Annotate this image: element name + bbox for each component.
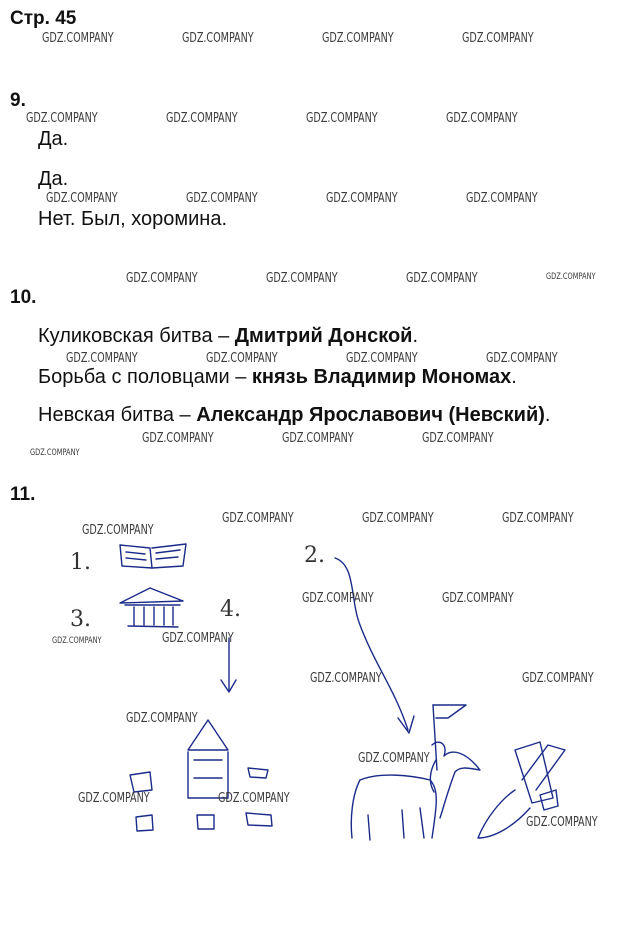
drawing-label-2: 2.	[304, 543, 325, 568]
watermark: GDZ.COMPANY	[526, 815, 598, 830]
watermark: GDZ.COMPANY	[358, 751, 430, 766]
watermark: GDZ.COMPANY	[522, 671, 594, 686]
watermark: GDZ.COMPANY	[126, 271, 198, 286]
watermark: GDZ.COMPANY	[46, 191, 118, 206]
watermark: GDZ.COMPANY	[218, 791, 290, 806]
task-10-answer-1: Куликовская битва – Дмитрий Донской.	[38, 325, 419, 347]
task-10-answer-2: Борьба с половцами – князь Владимир Мономах.	[38, 366, 517, 388]
watermark: GDZ.COMPANY	[266, 271, 338, 286]
watermark: GDZ.COMPANY	[422, 431, 494, 446]
drawing-label-4: 4.	[220, 597, 241, 622]
task-9-answer-3: Нет. Был, хоромина.	[38, 208, 228, 230]
watermark: GDZ.COMPANY	[166, 111, 238, 126]
book-icon	[120, 544, 186, 568]
watermark: GDZ.COMPANY	[206, 351, 278, 366]
task-9-number: 9.	[10, 90, 26, 111]
watermark: GDZ.COMPANY	[142, 431, 214, 446]
horseman-icon	[351, 705, 480, 840]
task-9-answer-1: Да.	[38, 128, 69, 150]
watermark: GDZ.COMPANY	[26, 111, 98, 126]
watermark: GDZ.COMPANY	[486, 351, 558, 366]
drawing-label-3: 3.	[70, 607, 91, 632]
watermark: GDZ.COMPANY	[186, 191, 258, 206]
arrow-4-icon	[221, 638, 236, 692]
watermark: GDZ.COMPANY	[362, 511, 434, 526]
watermark: GDZ.COMPANY	[446, 111, 518, 126]
page-title: Стр. 45	[10, 8, 77, 29]
watermark: GDZ.COMPANY	[162, 631, 234, 646]
watermark: GDZ.COMPANY	[546, 272, 596, 282]
drawing-label-1: 1.	[70, 550, 91, 575]
watermark: GDZ.COMPANY	[466, 191, 538, 206]
arrow-2-icon	[335, 558, 414, 733]
watermark: GDZ.COMPANY	[322, 31, 394, 46]
watermark: GDZ.COMPANY	[282, 431, 354, 446]
watermark: GDZ.COMPANY	[52, 636, 102, 646]
watermark: GDZ.COMPANY	[222, 511, 294, 526]
watermark: GDZ.COMPANY	[126, 711, 198, 726]
watermark: GDZ.COMPANY	[310, 671, 382, 686]
watermark: GDZ.COMPANY	[406, 271, 478, 286]
watermark: GDZ.COMPANY	[306, 111, 378, 126]
task-9-answer-2: Да.	[38, 168, 69, 190]
watermark: GDZ.COMPANY	[346, 351, 418, 366]
watermark: GDZ.COMPANY	[442, 591, 514, 606]
task-10-number: 10.	[10, 287, 37, 308]
building-icon	[120, 588, 183, 627]
watermark: GDZ.COMPANY	[302, 591, 374, 606]
watermark: GDZ.COMPANY	[30, 448, 80, 458]
watermark: GDZ.COMPANY	[502, 511, 574, 526]
watermark: GDZ.COMPANY	[42, 31, 114, 46]
watermark: GDZ.COMPANY	[66, 351, 138, 366]
watermark: GDZ.COMPANY	[182, 31, 254, 46]
watermark: GDZ.COMPANY	[462, 31, 534, 46]
task-11-number: 11.	[10, 484, 36, 505]
task-10-answer-3: Невская битва – Александр Ярославович (Невский).	[38, 404, 551, 426]
watermark: GDZ.COMPANY	[82, 523, 154, 538]
kremlin-icon	[130, 720, 272, 831]
watermark: GDZ.COMPANY	[326, 191, 398, 206]
watermark: GDZ.COMPANY	[78, 791, 150, 806]
